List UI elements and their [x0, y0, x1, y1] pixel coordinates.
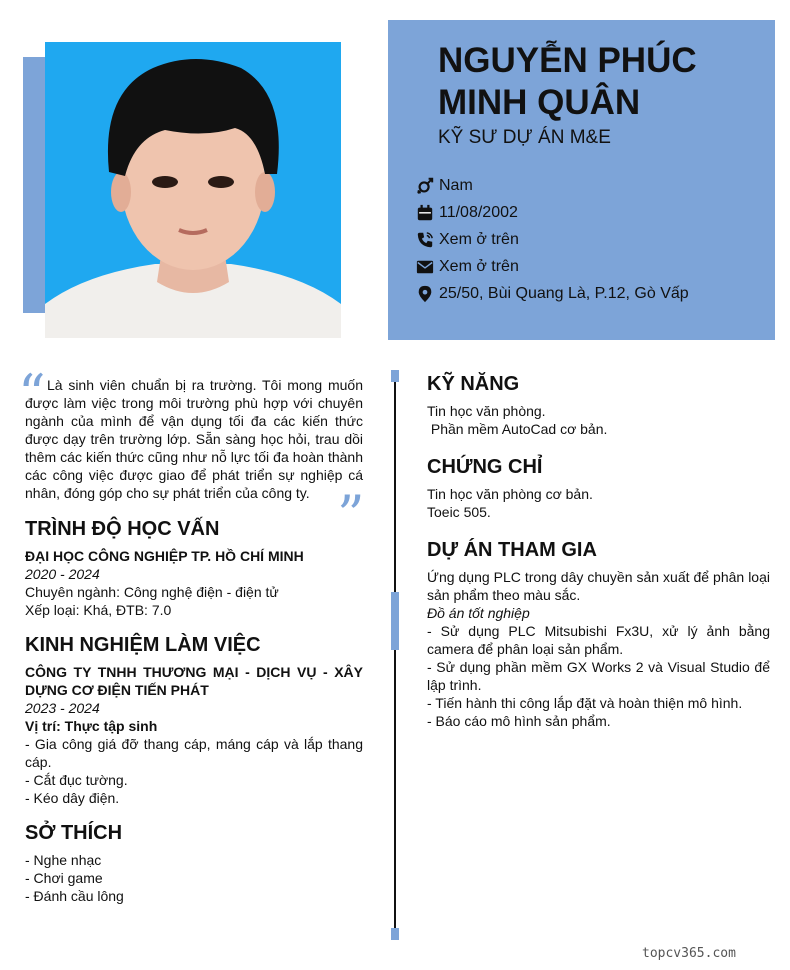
- project-type: Đồ án tốt nghiệp: [427, 605, 530, 621]
- experience-task: - Gia công giá đỡ thang cáp, máng cáp và lắp thang cáp.: [25, 736, 363, 770]
- contact-info: [416, 172, 689, 307]
- certificate-item: Toeic 505.: [427, 504, 491, 520]
- open-quote-icon: “: [18, 363, 46, 426]
- education-period: 2020 - 2024: [25, 566, 100, 582]
- project-item: - Báo cáo mô hình sản phẩm.: [427, 713, 611, 729]
- company-name: CÔNG TY TNHH THƯƠNG MẠI - DỊCH VỤ - XÂY DỰNG CƠ ĐIỆN TIẾN PHÁT: [25, 664, 363, 698]
- school-name: ĐẠI HỌC CÔNG NGHIỆP TP. HỒ CHÍ MINH: [25, 548, 304, 564]
- column-divider: [394, 370, 396, 940]
- skill-item: Tin học văn phòng.: [427, 403, 546, 419]
- hobbies-heading: SỞ THÍCH: [25, 822, 123, 844]
- footer-watermark: topcv365.com: [642, 946, 736, 961]
- close-quote-icon: ”: [337, 484, 365, 547]
- experience-task: - Cắt đục tường.: [25, 772, 128, 788]
- project-item: - Sử dụng PLC Mitsubishi Fx3U, xử lý ảnh bằng camera để phân loại sản phẩm.: [427, 623, 770, 657]
- project-name: Ứng dụng PLC trong dây chuyền sản xuất để phân loại sản phẩm theo màu sắc.: [427, 569, 770, 603]
- birthdate-value: 11/08/2002: [439, 203, 518, 221]
- education-grade: Xếp loại: Khá, ĐTB: 7.0: [25, 602, 172, 618]
- experience-period: 2023 - 2024: [25, 700, 100, 716]
- experience-position: Vị trí: Thực tập sinh: [25, 718, 158, 734]
- project-item: - Sử dụng phần mềm GX Works 2 và Visual Studio để lập trình.: [427, 659, 770, 693]
- hobby-item: - Chơi game: [25, 870, 103, 886]
- gender-row: [416, 172, 689, 199]
- hobby-item: - Đánh cầu lông: [25, 888, 124, 904]
- address-value: 25/50, Bùi Quang Là, P.12, Gò Vấp: [439, 284, 689, 302]
- phone-icon: [416, 231, 434, 249]
- divider-marker-bottom: [391, 928, 399, 940]
- certificate-item: Tin học văn phòng cơ bản.: [427, 486, 593, 502]
- gender-icon: [416, 177, 434, 195]
- profile-photo: [45, 42, 341, 338]
- career-summary: Là sinh viên chuẩn bị ra trường. Tôi mong muốn được làm việc trong môi trường phù hợp với chuyên ngành của mình để vận dụng tối đa các kiến thức được dạy trên trường lớp. Sẵn sàng học hỏi, trau dồi thêm các kiến thức cũng như nỗ lực tối đa hoàn thành các công việc được giao để phát triển sự nghiệp cá nhân, đóng góp cho sự phát triển của công ty.: [25, 377, 363, 501]
- project-item: - Tiến hành thi công lắp đặt và hoàn thiện mô hình.: [427, 695, 743, 711]
- projects-heading: DỰ ÁN THAM GIA: [427, 539, 597, 561]
- envelope-icon: [416, 258, 434, 276]
- experience-heading: KINH NGHIỆM LÀM VIỆC: [25, 634, 261, 656]
- education-major: Chuyên ngành: Công nghệ điện - điện tử: [25, 584, 279, 600]
- certificates-heading: CHỨNG CHỈ: [427, 456, 543, 478]
- hobby-item: - Nghe nhạc: [25, 852, 102, 868]
- divider-marker-middle: [391, 592, 399, 650]
- job-title: KỸ SƯ DỰ ÁN M&E: [438, 127, 611, 148]
- email-value: Xem ở trên: [439, 257, 519, 275]
- experience-task: - Kéo dây điện.: [25, 790, 120, 806]
- phone-value: Xem ở trên: [439, 230, 519, 248]
- phone-row: [416, 226, 689, 253]
- divider-marker-top: [391, 370, 399, 382]
- calendar-icon: [416, 204, 434, 222]
- skills-heading: KỸ NĂNG: [427, 373, 520, 395]
- email-row: [416, 253, 689, 280]
- candidate-name: NGUYỄN PHÚC MINH QUÂN: [438, 41, 697, 122]
- map-pin-icon: [416, 285, 434, 303]
- gender-value: Nam: [439, 176, 473, 194]
- skill-item: Phần mềm AutoCad cơ bản.: [427, 421, 608, 437]
- address-row: [416, 280, 689, 307]
- birthdate-row: [416, 199, 689, 226]
- education-heading: TRÌNH ĐỘ HỌC VẤN: [25, 518, 220, 540]
